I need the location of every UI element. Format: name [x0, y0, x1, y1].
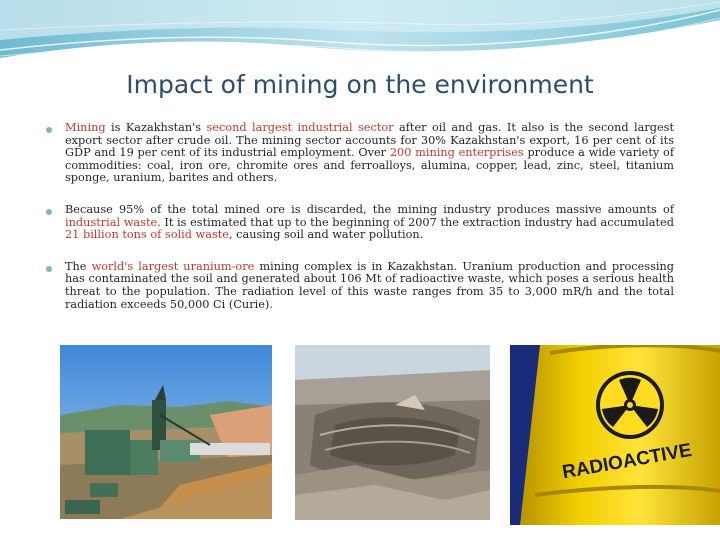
bullet-item-industrial-waste [46, 204, 674, 242]
bullet-text: industrial waste [65, 215, 158, 229]
bullet-list [46, 122, 674, 330]
radiation-symbol-icon [596, 371, 664, 439]
radioactive-barrel-photo [510, 345, 720, 525]
barrel-label: RADIOACTIVE [560, 439, 694, 484]
bullet-text: . It is estimated that up to the beginning of 2007 the extraction industry had accumulated [157, 215, 674, 229]
bullet-text: after oil and gas. It also is the second largest export sector after crude oil. The mining sector accounts for 30% Kazakhstan's export, 16 per cent of its GDP and 19 per cent of its industrial employment. Over [65, 121, 675, 160]
bullet-text: is Kazakhstan's [105, 121, 207, 134]
bullet-text: world's largest uranium-ore [91, 259, 255, 273]
bullet-text: The [65, 259, 92, 273]
header-wave-decoration [0, 0, 720, 70]
bullet-item-uranium [46, 261, 674, 311]
bullet-text: 21 billion tons of solid waste [65, 228, 229, 242]
mining-plant-photo [60, 345, 272, 519]
bullet-text: Mining [65, 121, 106, 134]
bullet-text: mining complex is in Kazakhstan. Uranium production and processing has contaminated the soil and generated about 106 Mt of radioactive waste, which poses a serious health threat to the population. The radiation level of this waste ranges from 35 to 3,000 mR/h and the total radiation exceeds 50,000 Ci (Curie). [65, 259, 675, 311]
bullet-text: Because 95% of the total mined ore is discarded, the mining industry produces massive amounts of [65, 202, 674, 216]
bullet-text: second largest industrial sector [206, 121, 394, 134]
slide-title: Impact of mining on the environment [126, 70, 594, 99]
bullet-item-mining-sector [46, 122, 674, 185]
open-pit-quarry-photo [295, 345, 490, 520]
bullet-text: 200 mining enterprises [389, 146, 524, 160]
bullet-text: , causing soil and water pollution. [228, 228, 424, 242]
bullet-text: produce a wide variety of commodities: coal, iron ore, chromite ores and ferroalloys, alumina, copper, lead, zinc, steel, titanium sponge, uranium, barites and others. [65, 146, 675, 185]
